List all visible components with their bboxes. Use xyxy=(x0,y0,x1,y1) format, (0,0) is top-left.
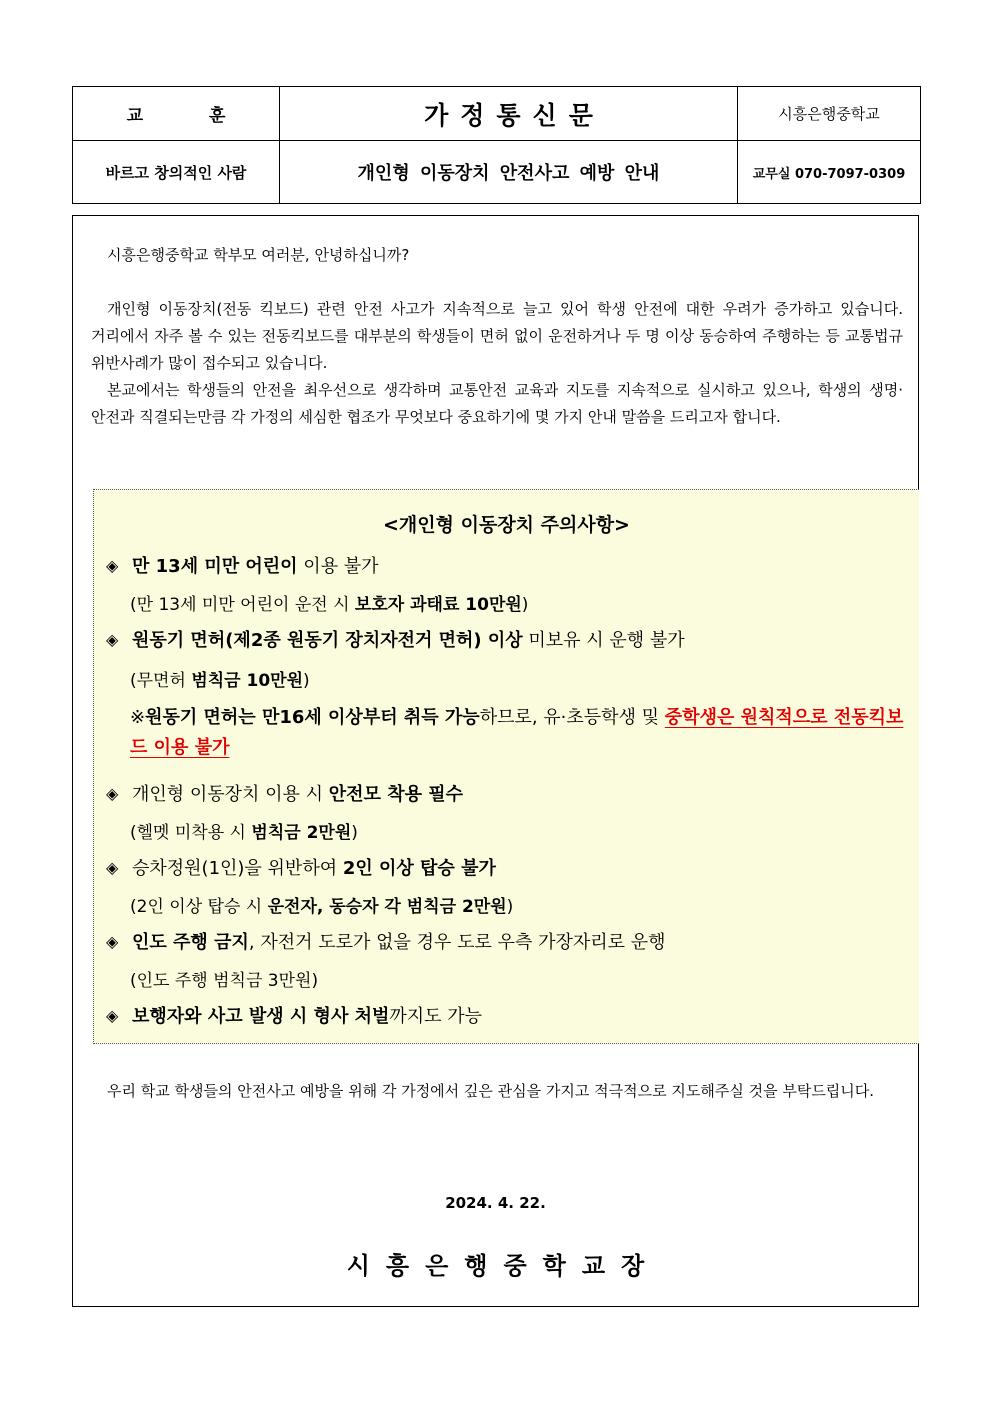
diamond-bullet-icon: ◈ xyxy=(106,1005,119,1025)
notice-title: <개인형 이동장치 주의사항> xyxy=(383,514,630,536)
notice-item-criminal: ◈ 보행자와 사고 발생 시 형사 처벌까지도 가능 xyxy=(106,1005,483,1027)
diamond-bullet-icon: ◈ xyxy=(106,555,119,575)
notice-license-note: ※원동기 면허는 만16세 이상부터 취득 가능하므로, 유·초등학생 및 중학생은 원칙적으로 전동킥보드 이용 불가 xyxy=(130,707,904,758)
notice-box xyxy=(93,489,919,1044)
warning-highlight: 중학생은 원칙적으로 전동킥보드 이용 불가 xyxy=(130,707,904,758)
intro-section xyxy=(91,296,903,431)
school-motto: 바르고 창의적인 사람 xyxy=(73,141,280,204)
diamond-bullet-icon: ◈ xyxy=(106,783,119,803)
contact-info: 교무실 070-7097-0309 xyxy=(738,141,921,204)
notice-sub-helmet: (헬멧 미착용 시 범칙금 2만원) xyxy=(130,823,358,843)
motto-label: 교 훈 xyxy=(73,87,280,141)
notice-sub-sidewalk: (인도 주행 범칙금 3만원) xyxy=(130,971,319,991)
notice-sub-age: (만 13세 미만 어린이 운전 시 보호자 과태료 10만원) xyxy=(130,595,529,615)
diamond-bullet-icon: ◈ xyxy=(106,629,119,649)
notice-item-helmet: ◈ 개인형 이동장치 이용 시 안전모 착용 필수 xyxy=(106,783,464,805)
paragraph-2: 본교에서는 학생들의 안전을 최우선으로 생각하며 교통안전 교육과 지도를 지속적으로 실시하고 있으나, 학생의 생명·안전과 직결되는만큼 각 가정의 세심한 협조가 무엇보다 중요하기에 몇 가지 안내 말씀을 드리고자 합니다. xyxy=(91,381,903,426)
notice-item-sidewalk: ◈ 인도 주행 금지, 자전거 도로가 없을 경우 도로 우측 가장자리로 운행 xyxy=(106,931,666,953)
paragraph-1: 개인형 이동장치(전동 킥보드) 관련 안전 사고가 지속적으로 늘고 있어 학생 안전에 대한 우려가 증가하고 있습니다. 거리에서 자주 볼 수 있는 전동킥보드를 대부분의 학생들이 면허 없이 운전하거나 두 명 이상 동승하여 주행하는 등 교통법규 위반사례가 많이 접수되고 있습니다. xyxy=(91,300,903,372)
greeting: 시흥은행중학교 학부모 여러분, 안녕하십니까? xyxy=(107,246,410,264)
school-name: 시흥은행중학교 xyxy=(738,87,921,141)
notice-item-age: ◈ 만 13세 미만 어린이 이용 불가 xyxy=(106,555,379,577)
header-table xyxy=(72,86,921,204)
document-title: 가정통신문 xyxy=(280,87,738,141)
principal-signature: 시흥은행중학교장 xyxy=(346,1252,661,1280)
diamond-bullet-icon: ◈ xyxy=(106,857,119,877)
document-subject: 개인형 이동장치 안전사고 예방 안내 xyxy=(280,141,738,204)
notice-sub-passenger: (2인 이상 탑승 시 운전자, 동승자 각 범칙금 2만원) xyxy=(130,897,514,917)
notice-item-passenger: ◈ 승차정원(1인)을 위반하여 2인 이상 탑승 불가 xyxy=(106,857,496,879)
notice-item-license: ◈ 원동기 면허(제2종 원동기 장치자전거 면허) 이상 미보유 시 운행 불가 xyxy=(106,629,685,651)
issue-date: 2024. 4. 22. xyxy=(445,1194,546,1212)
letter-body xyxy=(72,215,919,1307)
notice-sub-license: (무면허 범칙금 10만원) xyxy=(130,671,310,691)
closing-paragraph: 우리 학교 학생들의 안전사고 예방을 위해 각 가정에서 깊은 관심을 가지고 적극적으로 지도해주실 것을 부탁드립니다. xyxy=(107,1082,875,1100)
diamond-bullet-icon: ◈ xyxy=(106,931,119,951)
